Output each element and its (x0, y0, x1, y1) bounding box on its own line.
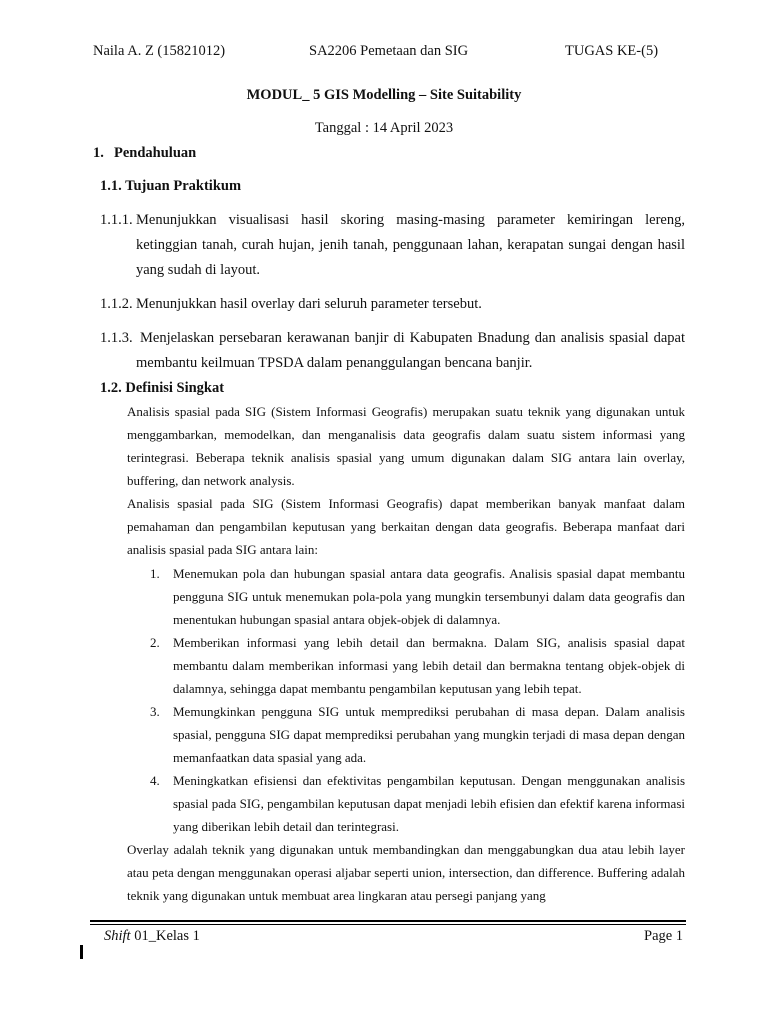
objective-text: Menunjukkan visualisasi hasil skoring masing-masing parameter kemiringan lereng, ketinggian tanah, curah hujan, jenih tanah, penggunaan lahan, kerapatan sungai dengan hasil yang sudah di layout. (136, 212, 685, 278)
header-course: SA2206 Pemetaan dan SIG (309, 43, 469, 59)
section-1-title: Pendahuluan (114, 145, 197, 161)
objective-text: Menunjukkan hasil overlay dari seluruh parameter tersebut. (136, 296, 482, 312)
section-1-number: 1. (93, 145, 104, 161)
footer-shift-class: 01_Kelas 1 (130, 928, 200, 944)
footer-rule-thin (90, 924, 686, 925)
benefit-number: 3. (150, 704, 160, 719)
benefit-number: 2. (150, 635, 160, 650)
benefit-number: 1. (150, 566, 160, 581)
benefit-item-1 (150, 562, 685, 631)
benefit-number: 4. (150, 773, 160, 788)
document-date: Tanggal : 14 April 2023 (314, 120, 454, 136)
objective-number: 1.1.1. (100, 212, 133, 228)
objective-number: 1.1.2. (100, 296, 133, 312)
footer-shift-italic: Shift (104, 928, 131, 944)
objective-number: 1.1.3. (100, 330, 133, 346)
objective-1-1-1 (100, 208, 685, 283)
benefit-text: Memungkinkan pengguna SIG untuk memprediksi perubahan di masa depan. Dalam analisis spasial, pengguna SIG dapat memprediksi perubahan yang mungkin terjadi di masa depan dengan memanfaatkan data spasial yang ada. (173, 704, 685, 765)
margin-marker (80, 945, 83, 959)
objective-1-1-3 (100, 326, 685, 376)
benefit-item-4 (150, 769, 685, 838)
definition-paragraph-1: Analisis spasial pada SIG (Sistem Informasi Geografis) merupakan suatu teknik yang digunakan untuk menggambarkan, memodelkan, dan menganalisis data geografis dalam suatu sistem informasi yang terintegrasi. Beberapa teknik analisis spasial yang umum digunakan dalam SIG antara lain overlay, buffering, dan network analysis. (127, 404, 685, 488)
benefit-text: Memberikan informasi yang lebih detail dan bermakna. Dalam SIG, analisis spasial dapat membantu dalam memberikan informasi yang lebih detail dan bermakna tentang objek-objek di dalamnya, sehingga dapat membantu pengambilan keputusan yang lebih tepat. (173, 635, 685, 696)
benefit-text: Menemukan pola dan hubungan spasial antara data geografis. Analisis spasial dapat membantu pengguna SIG untuk menemukan pola-pola yang mungkin tersembunyi dalam data geografis dan menentukan hubungan spasial antara objek-objek di dalamnya. (173, 566, 685, 627)
footer-page-number: Page 1 (644, 928, 684, 944)
header-task: TUGAS KE-(5) (565, 43, 659, 59)
definition-paragraph-2: Analisis spasial pada SIG (Sistem Informasi Geografis) dapat memberikan banyak manfaat dalam pemahaman dan pengambilan keputusan yang berkaitan dengan data geografis. Beberapa manfaat dari analisis spasial pada SIG antara lain: (127, 496, 685, 557)
footer-rule-thick (90, 920, 686, 922)
footer-shift (104, 928, 200, 945)
header-author: Naila A. Z (15821012) (93, 43, 226, 59)
benefit-item-2 (150, 631, 685, 700)
benefit-text: Meningkatkan efisiensi dan efektivitas pengambilan keputusan. Dengan menggunakan analisis spasial pada SIG, pengambilan keputusan dapat menjadi lebih efisien dan efektif karena informasi yang diberikan lebih detail dan terintegrasi. (173, 773, 685, 834)
overlay-paragraph: Overlay adalah teknik yang digunakan untuk membandingkan dan menggabungkan dua atau lebih layer atau peta dengan menggunakan operasi aljabar seperti union, intersection, dan difference. Buffering adalah teknik yang digunakan untuk membuat area lingkaran atau persegi panjang yang (127, 842, 685, 903)
subsection-1-1-title: 1.1. Tujuan Praktikum (100, 178, 242, 194)
objective-text: Menjelaskan persebaran kerawanan banjir di Kabupaten Bnadung dan analisis spasial dapat membantu keilmuan TPSDA dalam penanggulangan bencana banjir. (136, 330, 685, 371)
benefit-item-3 (150, 700, 685, 769)
subsection-1-2-title: 1.2. Definisi Singkat (100, 380, 225, 396)
objective-1-1-2 (100, 292, 685, 317)
document-title: MODUL_ 5 GIS Modelling – Site Suitability (246, 87, 522, 103)
